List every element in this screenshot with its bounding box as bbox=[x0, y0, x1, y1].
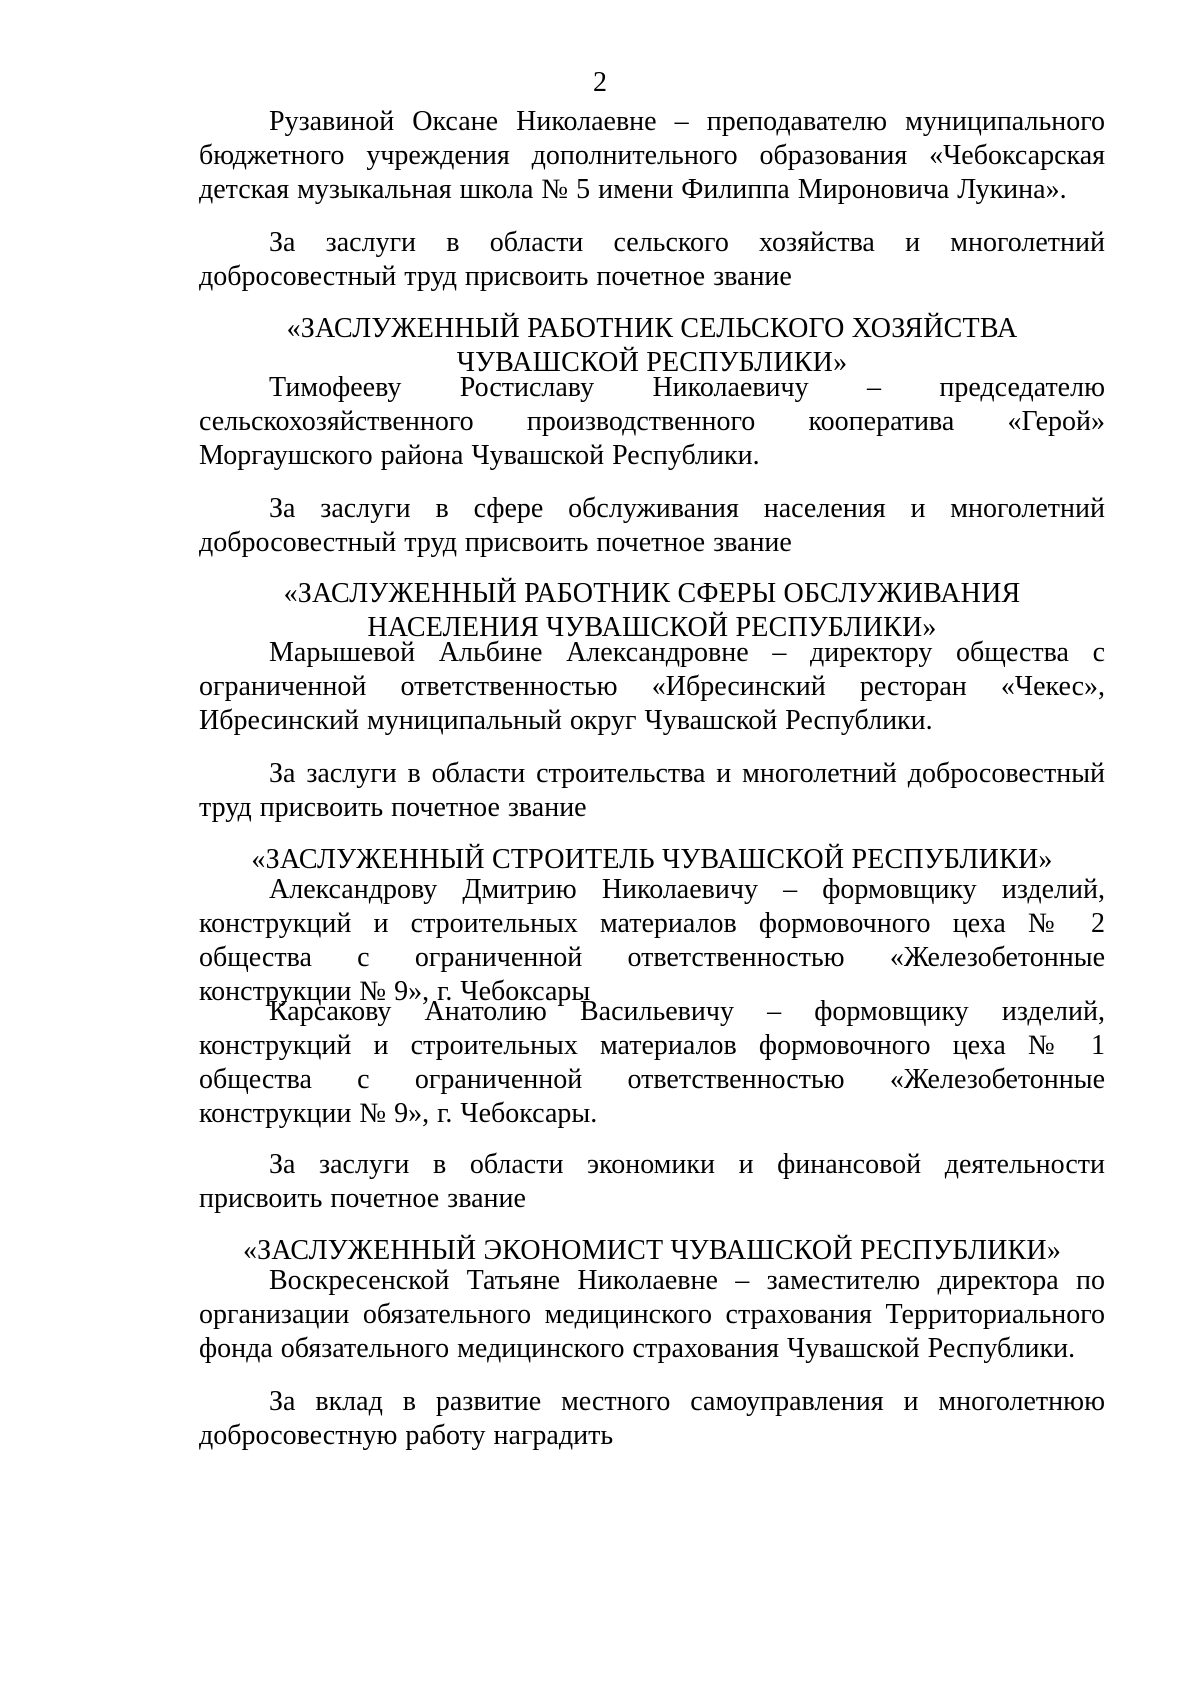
award-intro-construction: За заслуги в области строительства и многолетний добросовестный труд присвоить почетное звание bbox=[199, 758, 1105, 823]
award-intro-agriculture: За заслуги в области сельского хозяйства и многолетний добросовестный труд присвоить почетное звание bbox=[199, 227, 1105, 292]
award-recipient-aleksandrov: Александрову Дмитрию Николаевичу – формовщику изделий, конструкций и строительных материалов формовочного цеха № 2 общества с ограниченной ответственностью «Железобетонные конструкции № 9», г. Чебоксары bbox=[199, 874, 1105, 1007]
honorary-title-economics bbox=[199, 1234, 1105, 1268]
honorary-title-services-line2: НАСЕЛЕНИЯ ЧУВАШСКОЙ РЕСПУБЛИКИ» bbox=[367, 612, 937, 643]
honorary-title-agriculture-line2: ЧУВАШСКОЙ РЕСПУБЛИКИ» bbox=[456, 347, 848, 378]
page-number: 2 bbox=[593, 67, 607, 98]
award-recipient-karsakov: Карсакову Анатолию Васильевичу – формовщику изделий, конструкций и строительных материалов формовочного цеха № 1 общества с ограниченной ответственностью «Железобетонные конструкции № 9», г. Чебоксары. bbox=[199, 996, 1105, 1129]
award-intro-economics: За заслуги в области экономики и финансовой деятельности присвоить почетное звание bbox=[199, 1149, 1105, 1214]
honorary-title-agriculture bbox=[199, 312, 1105, 380]
award-recipient-maryshева: Марышевой Альбине Александровне – директору общества с ограниченной ответственностью «Ибресинский ресторан «Чекес», Ибресинский муниципальный округ Чувашской Республики. bbox=[199, 637, 1105, 736]
honorary-title-services bbox=[199, 577, 1105, 645]
honorary-title-economics-line1: «ЗАСЛУЖЕННЫЙ ЭКОНОМИСТ ЧУВАШСКОЙ РЕСПУБЛИКИ» bbox=[242, 1235, 1062, 1266]
honorary-title-construction bbox=[199, 843, 1105, 877]
award-intro-local-government: За вклад в развитие местного самоуправления и многолетнюю добросовестную работу наградить bbox=[199, 1386, 1105, 1451]
award-intro-services: За заслуги в сфере обслуживания населения и многолетний добросовестный труд присвоить почетное звание bbox=[199, 493, 1105, 558]
honorary-title-services-line1: «ЗАСЛУЖЕННЫЙ РАБОТНИК СФЕРЫ ОБСЛУЖИВАНИЯ bbox=[283, 578, 1021, 609]
award-recipient-voskresenskaya: Воскресенской Татьяне Николаевне – заместителю директора по организации обязательного медицинского страхования Территориального фонда обязательного медицинского страхования Чувашской Республики. bbox=[199, 1265, 1105, 1364]
honorary-title-construction-line1: «ЗАСЛУЖЕННЫЙ СТРОИТЕЛЬ ЧУВАШСКОЙ РЕСПУБЛИКИ» bbox=[251, 844, 1053, 875]
honorary-title-agriculture-line1: «ЗАСЛУЖЕННЫЙ РАБОТНИК СЕЛЬСКОГО ХОЗЯЙСТВА bbox=[286, 313, 1018, 344]
award-recipient-ruzavina: Рузавиной Оксане Николаевне – преподавателю муниципального бюджетного учреждения дополнительного образования «Чебоксарская детская музыкальная школа № 5 имени Филиппа Мироновича Лукина». bbox=[199, 106, 1105, 205]
award-recipient-timofeev: Тимофееву Ростиславу Николаевичу – председателю сельскохозяйственного производственного кооператива «Герой» Моргаушского района Чувашской Республики. bbox=[199, 372, 1105, 471]
